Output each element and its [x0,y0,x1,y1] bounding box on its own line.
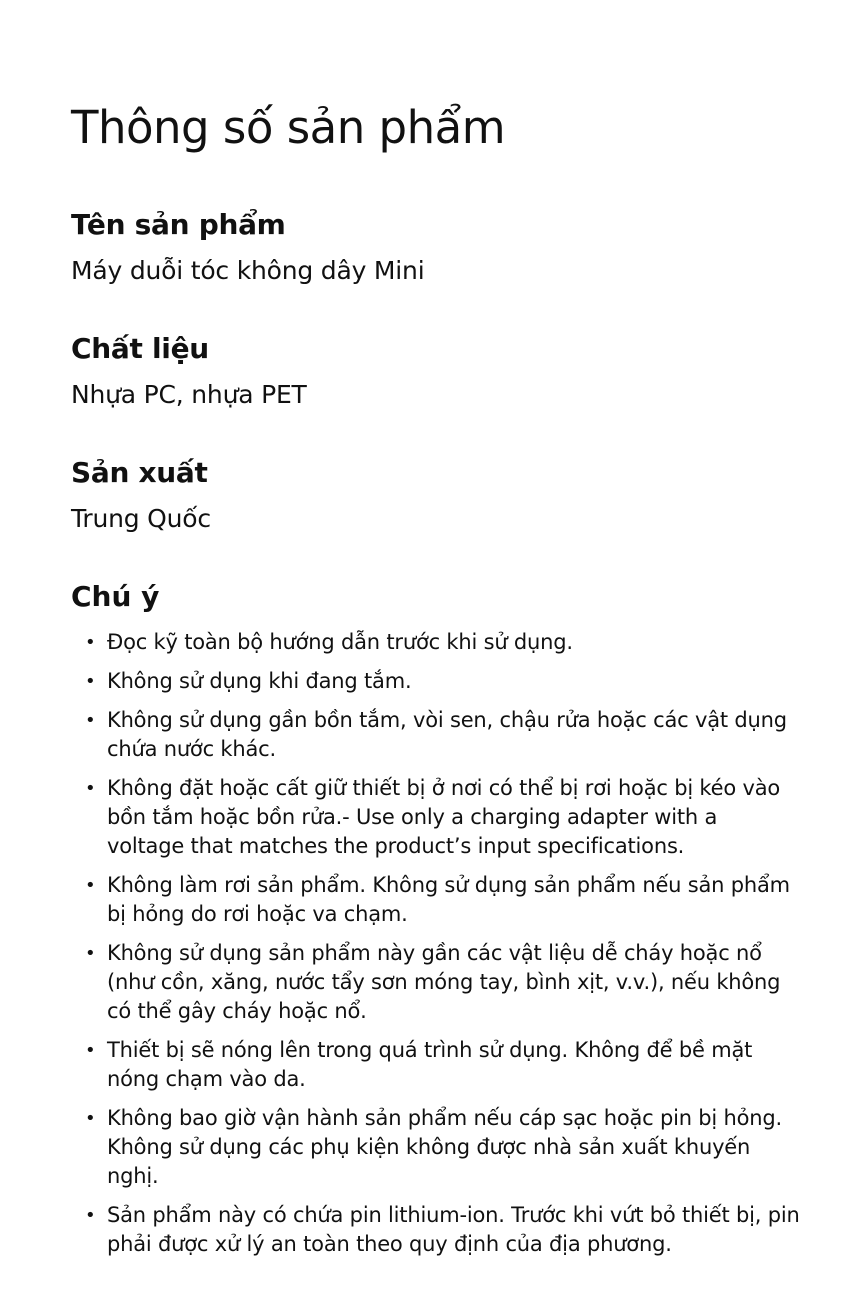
note-text: Không sử dụng gần bồn tắm, vòi sen, chậu rửa hoặc các vật dụng chứa nước khác. [107,708,787,761]
list-item [71,667,800,696]
bullet-icon: • [85,632,96,653]
list-item [71,939,800,1026]
note-text: Sản phẩm này có chứa pin lithium-ion. Trước khi vứt bỏ thiết bị, pin phải được xử lý an toàn theo quy định của địa phương. [107,1203,800,1256]
notes-title: Chú ý [71,580,160,613]
spec-value: Máy duỗi tóc không dây Mini [71,256,425,285]
spec-label: Chất liệu [71,332,209,365]
note-text: Không làm rơi sản phẩm. Không sử dụng sản phẩm nếu sản phẩm bị hỏng do rơi hoặc va chạm. [107,873,790,926]
spec-value: Trung Quốc [71,504,211,533]
bullet-icon: • [85,778,96,799]
spec-value: Nhựa PC, nhựa PET [71,380,307,409]
note-text: Không đặt hoặc cất giữ thiết bị ở nơi có thể bị rơi hoặc bị kéo vào bồn tắm hoặc bồn rửa.- Use only a charging adapter with a voltage that matches the product’s input specifications. [107,776,781,858]
bullet-icon: • [85,1205,96,1226]
note-text: Không sử dụng sản phẩm này gần các vật liệu dễ cháy hoặc nổ (như cồn, xăng, nước tẩy sơn móng tay, bình xịt, v.v.), nếu không có thể gây cháy hoặc nổ. [107,941,781,1023]
bullet-icon: • [85,710,96,731]
spec-label: Tên sản phẩm [71,208,286,241]
bullet-icon: • [85,943,96,964]
spec-product-name [71,206,800,288]
list-item [71,1104,800,1191]
bullet-icon: • [85,1108,96,1129]
spec-origin [71,454,800,536]
bullet-icon: • [85,875,96,896]
bullet-icon: • [85,1040,96,1061]
list-item [71,1036,800,1094]
note-text: Đọc kỹ toàn bộ hướng dẫn trước khi sử dụng. [107,630,573,654]
list-item [71,706,800,764]
notes-section [71,578,800,1259]
spec-material [71,330,800,412]
page-title: Thông số sản phẩm [71,101,506,154]
list-item [71,871,800,929]
bullet-icon: • [85,671,96,692]
list-item [71,774,800,861]
list-item [71,628,800,657]
notes-list [71,628,800,1259]
note-text: Thiết bị sẽ nóng lên trong quá trình sử dụng. Không để bề mặt nóng chạm vào da. [107,1038,753,1091]
note-text: Không sử dụng khi đang tắm. [107,669,412,693]
note-text: Không bao giờ vận hành sản phẩm nếu cáp sạc hoặc pin bị hỏng. Không sử dụng các phụ kiện không được nhà sản xuất khuyến nghị. [107,1106,783,1188]
spec-label: Sản xuất [71,456,208,489]
list-item [71,1201,800,1259]
